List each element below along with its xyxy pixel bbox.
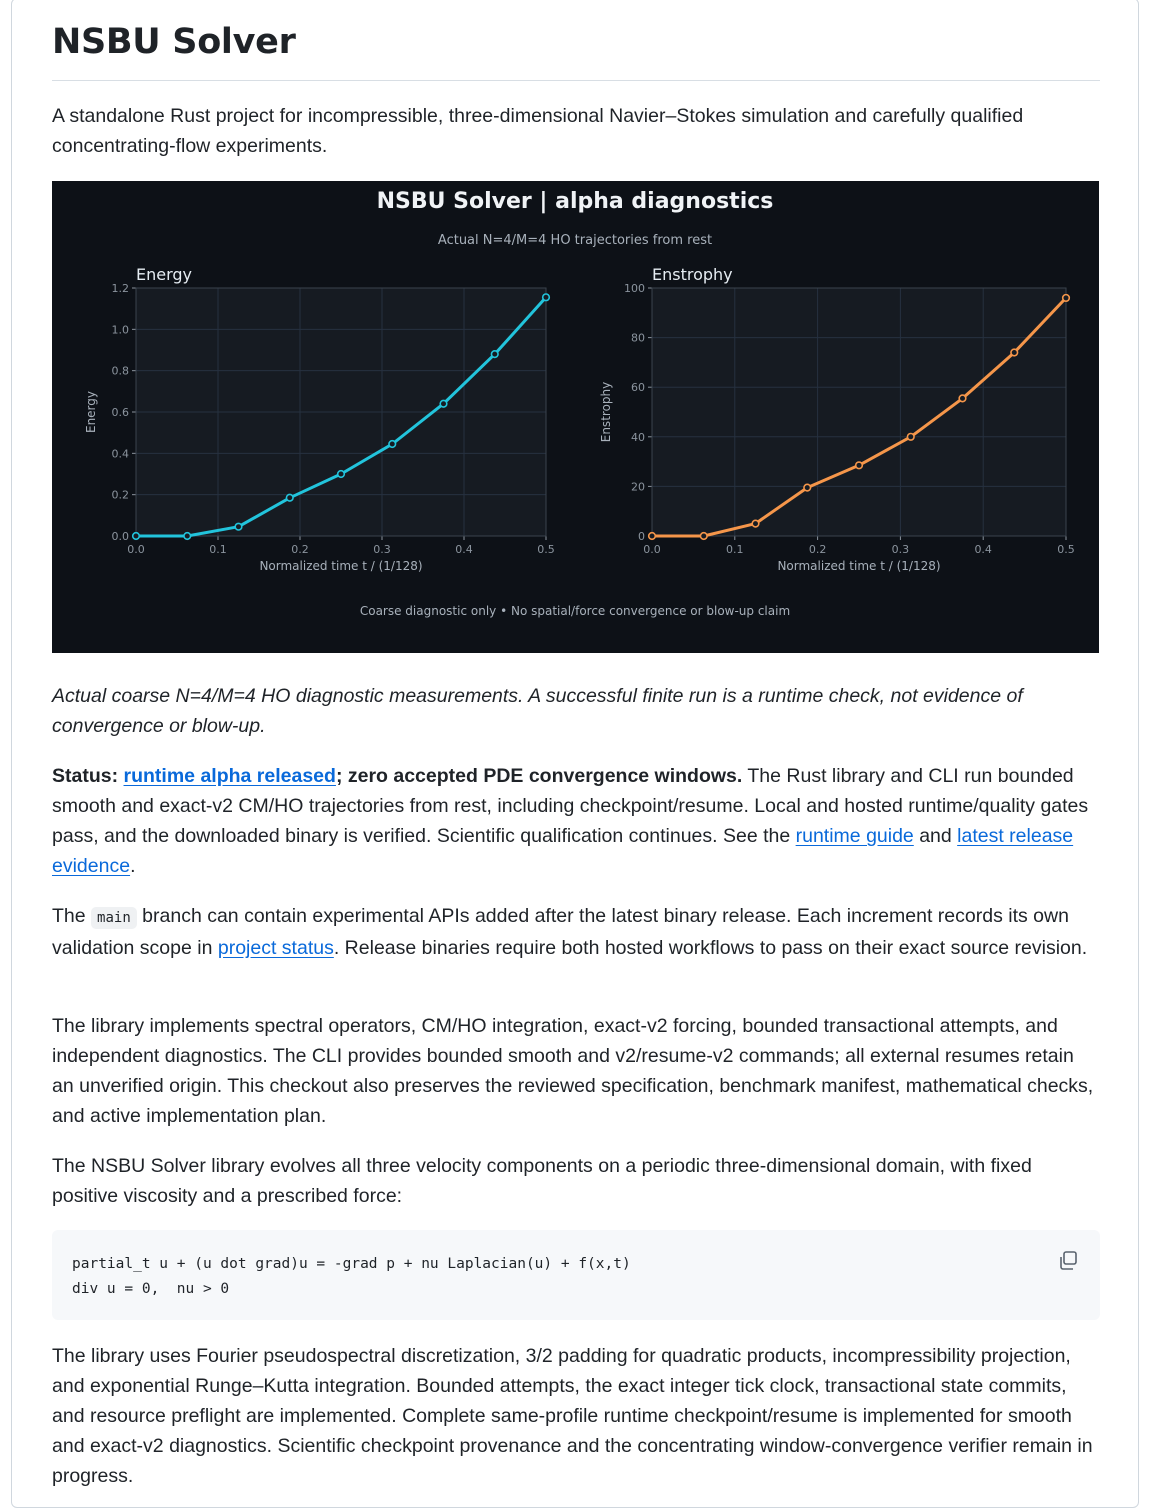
- y-axis-label: Enstrophy: [599, 381, 613, 443]
- data-point: [804, 484, 811, 491]
- y-tick-label: 100: [624, 282, 645, 295]
- data-point: [184, 533, 191, 540]
- x-tick-label: 0.1: [209, 543, 227, 556]
- main-branch-code: main: [91, 907, 137, 929]
- data-point: [1063, 295, 1070, 302]
- figure-footnote: Coarse diagnostic only • No spatial/force convergence or blow-up claim: [359, 604, 791, 618]
- enstrophy-panel: [599, 265, 1075, 573]
- data-point: [959, 395, 966, 402]
- data-point: [907, 434, 914, 441]
- project-status-link[interactable]: project status: [217, 937, 334, 959]
- plot-area: [652, 288, 1066, 536]
- status-text: The Rust library and CLI run bounded smooth and exact-v2 CM/HO trajectories from rest, including checkpoint/resume. Local and hosted runtime/quality gates pass, and the downloaded binary is verified. Scientific qualification continues. See the: [52, 765, 1089, 847]
- y-tick-label: 1.0: [111, 323, 129, 337]
- fourier-paragraph: The library uses Fourier pseudospectral discretization, 3/2 padding for quadratic products, incompressibility projection, and exponential Runge–Kutta integration. Bounded attempts, the exact integer tick clock, transactional state commits, and resource preflight are implemented. Complete same-profile runtime checkpoint/resume is implemented for smooth and exact-v2 diagnostics. Scientific checkpoint provenance and the concentrating window-convergence verifier remain in progress.: [52, 1345, 1093, 1487]
- x-tick-label: 0.2: [291, 543, 309, 556]
- data-point: [286, 494, 293, 501]
- x-tick-label: 0.2: [808, 543, 827, 556]
- data-point: [752, 520, 759, 527]
- y-tick-label: 0.4: [111, 447, 129, 461]
- x-tick-label: 0.4: [974, 543, 992, 556]
- x-tick-label: 0.5: [537, 543, 555, 556]
- page-title: NSBU Solver: [52, 22, 296, 62]
- status-and: and: [913, 825, 958, 847]
- evolves-paragraph: The NSBU Solver library evolves all three velocity components on a periodic three-dimensional domain, with fixed positive viscosity and a prescribed force:: [52, 1155, 1032, 1207]
- data-point: [856, 462, 863, 469]
- x-tick-label: 0.1: [726, 543, 744, 556]
- data-point: [389, 441, 396, 448]
- diagnostics-figure: [52, 181, 1099, 653]
- library-paragraph: The library implements spectral operators, CM/HO integration, exact-v2 forcing, bounded transactional attempts, and independent diagnostics. The CLI provides bounded smooth and v2/resume-v2 commands; all external resumes retain an unverified origin. This checkout also preserves the reviewed specification, benchmark manifest, mathematical checks, and active implementation plan.: [52, 1015, 1094, 1127]
- equation-code-block: [52, 1230, 1100, 1320]
- data-point: [235, 523, 242, 530]
- x-tick-label: 0.0: [643, 543, 661, 556]
- data-point: [338, 471, 345, 478]
- intro-paragraph: A standalone Rust project for incompressible, three-dimensional Navier–Stokes simulation and carefully qualified concentrating-flow experiments.: [52, 105, 1024, 157]
- title-divider: [52, 80, 1100, 81]
- y-tick-label: 20: [631, 480, 645, 494]
- copy-icon[interactable]: [1054, 1246, 1084, 1276]
- y-tick-label: 40: [631, 430, 645, 444]
- data-point: [543, 294, 550, 301]
- y-tick-label: 80: [631, 331, 645, 345]
- x-axis-label: Normalized time t / (1/128): [259, 559, 423, 573]
- runtime-guide-link[interactable]: runtime guide: [795, 825, 914, 847]
- x-tick-label: 0.5: [1057, 543, 1075, 556]
- figure-caption: Actual coarse N=4/M=4 HO diagnostic measurements. A successful finite run is a runtime check, not evidence of convergence or blow-up.: [52, 685, 1023, 737]
- status-label: Status:: [52, 765, 119, 787]
- figure-title: NSBU Solver | alpha diagnostics: [376, 189, 774, 214]
- x-tick-label: 0.3: [373, 543, 391, 556]
- x-tick-label: 0.4: [455, 543, 473, 556]
- branch-paragraph: [52, 901, 1100, 963]
- data-point: [1011, 349, 1018, 356]
- status-paragraph: [52, 761, 1100, 881]
- data-point: [649, 533, 656, 540]
- y-tick-label: 0.6: [111, 406, 129, 419]
- status-end: .: [130, 855, 136, 877]
- y-tick-label: 60: [631, 381, 645, 395]
- equation-code: partial_t u + (u dot grad)u = -grad p + nu Laplacian(u) + f(x,t) div u = 0, nu > 0: [72, 1256, 631, 1297]
- panel-title: Enstrophy: [652, 265, 733, 284]
- y-tick-label: 0: [638, 530, 645, 543]
- status-bold-tail: ; zero accepted PDE convergence windows.: [335, 765, 743, 787]
- runtime-alpha-link[interactable]: runtime alpha released: [123, 765, 336, 787]
- branch-mid: branch can contain experimental APIs added after the latest binary release. Each increment records its own validation scope in: [52, 905, 1069, 959]
- y-tick-label: 0.8: [111, 364, 129, 378]
- y-tick-label: 0.0: [111, 530, 129, 543]
- data-point: [491, 351, 498, 358]
- branch-pre: The: [52, 905, 92, 927]
- data-point: [700, 533, 707, 540]
- release-evidence-link[interactable]: latest release evidence: [52, 825, 1074, 877]
- figure-subtitle: Actual N=4/M=4 HO trajectories from rest: [437, 233, 713, 248]
- y-axis-label: Energy: [84, 390, 98, 434]
- y-tick-label: 1.2: [111, 282, 129, 295]
- data-point: [133, 533, 140, 540]
- panel-title: Energy: [136, 265, 193, 284]
- y-tick-label: 0.2: [111, 488, 129, 502]
- diagnostics-chart: [52, 181, 1099, 653]
- energy-panel: [84, 265, 555, 573]
- data-point: [440, 400, 447, 407]
- x-tick-label: 0.3: [891, 543, 910, 556]
- x-axis-label: Normalized time t / (1/128): [777, 559, 941, 573]
- x-tick-label: 0.0: [127, 543, 145, 556]
- branch-post: . Release binaries require both hosted workflows to pass on their exact source revision.: [333, 937, 1088, 959]
